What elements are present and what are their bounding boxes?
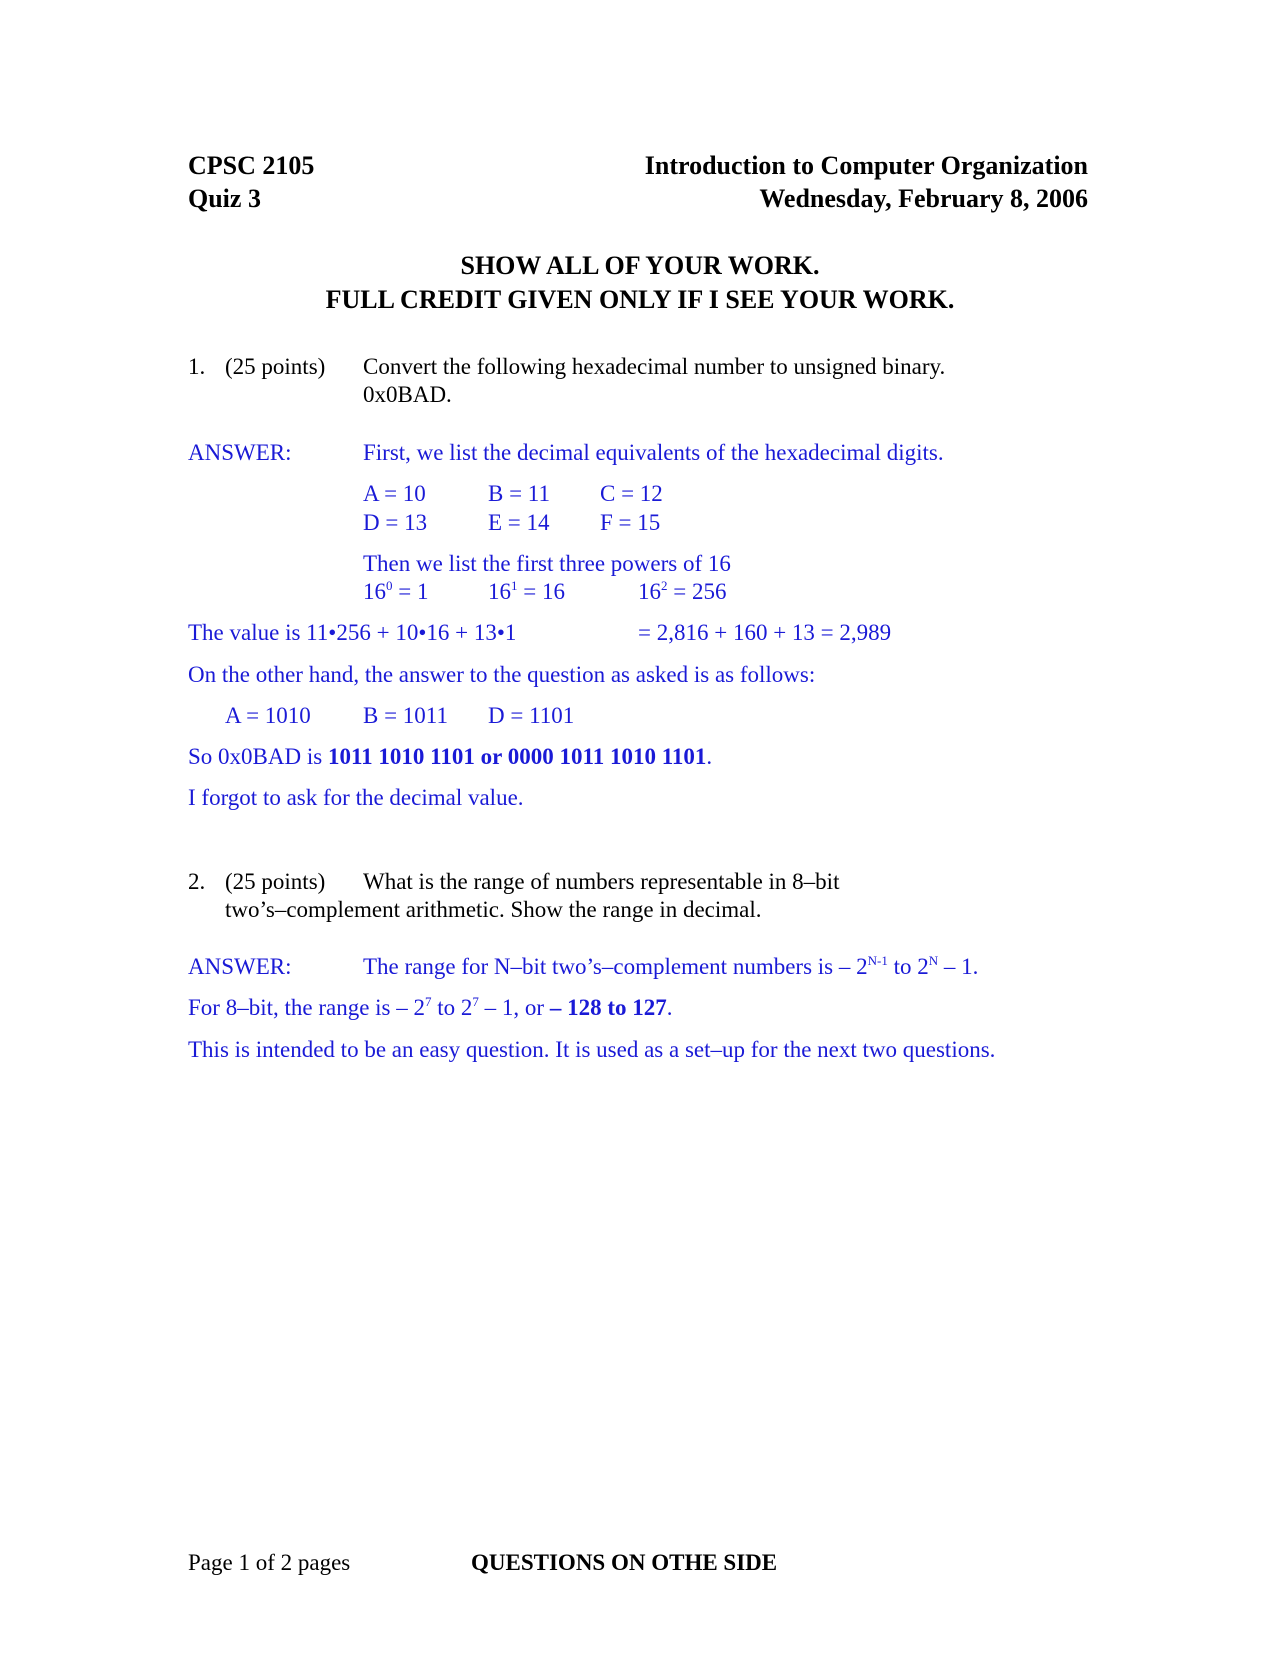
- forgot-note: I forgot to ask for the decimal value.: [188, 785, 524, 810]
- binary-a: A = 1010: [225, 703, 311, 728]
- q2-range-bold: – 128 to 127: [549, 995, 667, 1020]
- binary-d: D = 1101: [488, 703, 575, 728]
- q1-points: (25 points): [225, 354, 326, 379]
- q2-points: (25 points): [225, 869, 326, 894]
- hex-digit-b: B = 11: [488, 481, 550, 506]
- powers-intro: Then we list the first three powers of 16: [363, 551, 731, 576]
- value-expression: The value is 11•256 + 10•16 + 13•1: [188, 620, 517, 645]
- binary-answer-bold: 1011 1010 1101 or 0000 1011 1010 1101: [327, 744, 707, 769]
- q2-number: 2.: [188, 869, 206, 894]
- q2-easy-note: This is intended to be an easy question. It is used as a set–up for the next two questions.: [188, 1037, 996, 1062]
- hex-digit-c: C = 12: [600, 481, 663, 506]
- q2-eight-bit-range: For 8–bit, the range is – $2^7$ to $2^7 - 1$, or – 128 to 127.: [188, 994, 673, 1020]
- banner-line-1: SHOW ALL OF YOUR WORK.: [460, 251, 820, 280]
- q1-answer-intro: First, we list the decimal equivalents of the hexadecimal digits.: [363, 440, 944, 465]
- q2-answer-label: ANSWER:: [188, 954, 292, 979]
- value-result: = 2,816 + 160 + 13 = 2,989: [638, 620, 892, 645]
- q1-number: 1.: [188, 354, 206, 379]
- q1-answer-label: ANSWER:: [188, 440, 292, 465]
- power-16-0: $16^0 = 1$: [363, 578, 429, 604]
- hex-digit-d: D = 13: [363, 510, 428, 535]
- banner-line-2: FULL CREDIT GIVEN ONLY IF I SEE YOUR WORK.: [325, 285, 955, 314]
- power-16-2: $16^2 = 256$: [638, 578, 727, 604]
- q2-text-line-1: What is the range of numbers representable in 8–bit: [363, 869, 840, 894]
- q1-text-line-2: 0x0BAD.: [363, 382, 452, 407]
- quiz-date: Wednesday, February 8, 2006: [759, 184, 1088, 213]
- binary-b: B = 1011: [363, 703, 448, 728]
- hex-digit-e: E = 14: [488, 510, 550, 535]
- hex-digit-f: F = 15: [600, 510, 661, 535]
- q1-text-line-1: Convert the following hexadecimal number to unsigned binary.: [363, 354, 946, 379]
- quiz-number: Quiz 3: [188, 184, 261, 213]
- q2-text-line-2: two’s–complement arithmetic. Show the range in decimal.: [225, 897, 762, 922]
- binary-answer: So 0x0BAD is 1011 1010 1101 or 0000 1011 1010 1101.: [188, 744, 713, 769]
- other-hand-text: On the other hand, the answer to the question as asked is as follows:: [188, 662, 816, 687]
- power-16-1: $16^1 = 16$: [488, 578, 565, 604]
- hex-digit-a: A = 10: [363, 481, 426, 506]
- q2-range-formula: The range for N–bit two’s–complement numbers is – $2^{N-1}$ to $2^N - 1$.: [363, 953, 979, 979]
- course-code: CPSC 2105: [188, 151, 315, 180]
- course-title: Introduction to Computer Organization: [644, 151, 1088, 180]
- page-number: Page 1 of 2 pages: [188, 1550, 351, 1575]
- footer-note: QUESTIONS ON OTHE SIDE: [471, 1550, 778, 1575]
